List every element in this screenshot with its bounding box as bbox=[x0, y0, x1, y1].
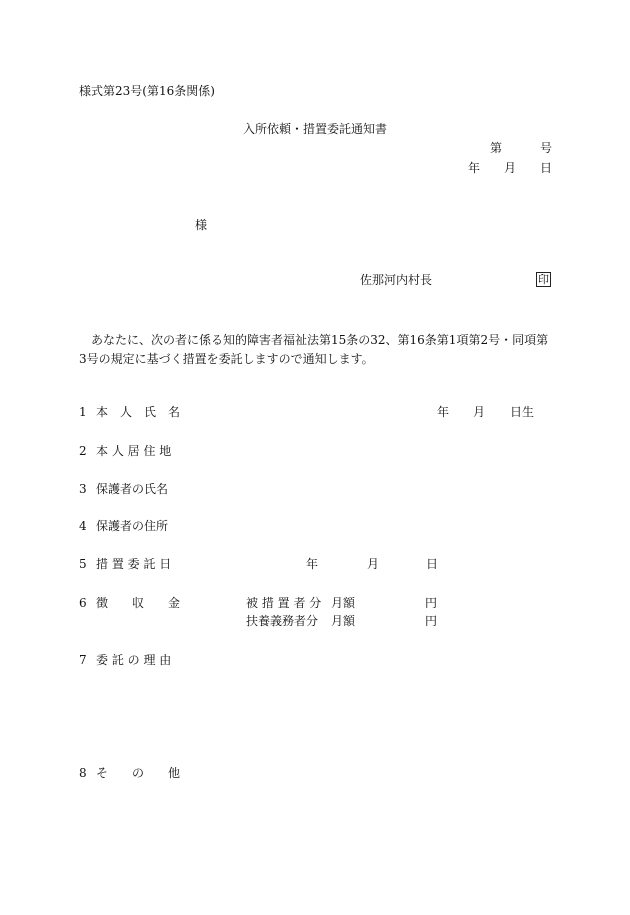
date-day-label: 日 bbox=[540, 161, 553, 175]
fee-yen-label: 円 bbox=[425, 614, 438, 628]
item-label-other: そ の 他 bbox=[96, 766, 181, 780]
doc-number-prefix: 第 bbox=[490, 141, 503, 155]
addressee-honorific: 様 bbox=[195, 218, 208, 232]
item-label-commission-date: 措 置 委 託 日 bbox=[96, 557, 172, 571]
document-title: 入所依頼・措置委託通知書 bbox=[242, 122, 387, 136]
birth-year-label: 年 bbox=[437, 405, 450, 419]
item-number: 7 bbox=[79, 653, 87, 667]
item-label-guardian-address: 保護者の住所 bbox=[96, 519, 169, 533]
commission-day-label: 日 bbox=[426, 557, 439, 571]
form-number: 様式第23号(第16条関係) bbox=[79, 84, 215, 98]
item-number: 4 bbox=[79, 519, 87, 533]
date-month-label: 月 bbox=[504, 161, 517, 175]
sender-name: 佐那河内村長 bbox=[360, 273, 433, 287]
item-label-fee: 徴 収 金 bbox=[96, 596, 181, 610]
item-number: 6 bbox=[79, 596, 87, 610]
birth-day-label: 日生 bbox=[510, 405, 535, 419]
item-number: 3 bbox=[79, 482, 87, 496]
fee-payer-recipient: 被 措 置 者 分 bbox=[246, 596, 322, 610]
seal-stamp: 印 bbox=[538, 273, 549, 286]
item-label-name: 本 人 氏 名 bbox=[96, 405, 181, 419]
date-year-label: 年 bbox=[468, 161, 481, 175]
item-number: 5 bbox=[79, 557, 87, 571]
item-label-address: 本 人 居 住 地 bbox=[96, 444, 172, 458]
birth-month-label: 月 bbox=[473, 405, 486, 419]
commission-month-label: 月 bbox=[367, 557, 380, 571]
fee-monthly-label: 月額 bbox=[331, 596, 356, 610]
item-number: 8 bbox=[79, 766, 87, 780]
fee-yen-label: 円 bbox=[425, 596, 438, 610]
item-label-reason: 委 託 の 理 由 bbox=[96, 653, 172, 667]
body-text: あなたに、次の者に係る知的障害者福祉法第15条の32、第16条第1項第2号・同項第3号の規定に基づく措置を委託しますので通知します。 bbox=[79, 333, 549, 366]
item-label-guardian-name: 保護者の氏名 bbox=[96, 482, 169, 496]
fee-payer-supporter: 扶養義務者分 bbox=[246, 614, 319, 628]
doc-number-suffix: 号 bbox=[540, 141, 553, 155]
item-number: 2 bbox=[79, 444, 87, 458]
fee-monthly-label: 月額 bbox=[331, 614, 356, 628]
item-number: 1 bbox=[79, 405, 87, 419]
commission-year-label: 年 bbox=[306, 557, 319, 571]
body-paragraph bbox=[79, 331, 553, 369]
